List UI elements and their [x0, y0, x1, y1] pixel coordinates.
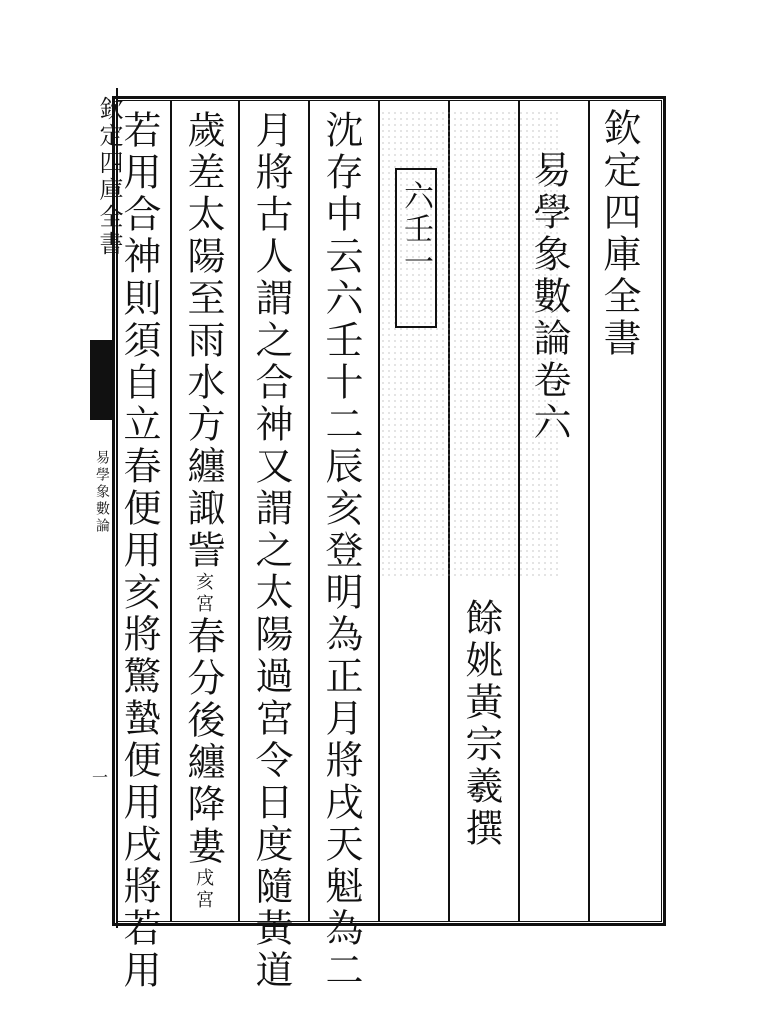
spine-title: 欽定四庫全書 [95, 96, 123, 258]
text-column-3-tail: 春分後纏降婁 [181, 616, 225, 868]
column-rule [588, 100, 590, 922]
text-column-1: 沈存中云六壬十二辰亥登明為正月將戌天魁為二 [319, 110, 363, 992]
text-column-3 [181, 110, 225, 912]
book-title: 易學象數論卷六 [527, 150, 571, 444]
margin-book-label: 易學象數論 [94, 450, 110, 535]
text-column-4: 若用合神則須自立春便用亥將驚蟄便用戌將若用 [117, 110, 161, 992]
text-column-3-main: 歲差太陽至雨水方纏諏訾 [181, 110, 225, 572]
annotation-note: 戌宮 [193, 868, 214, 912]
fishtail-block [90, 340, 114, 420]
annotation-note: 亥宮 [193, 572, 214, 616]
author-line: 餘姚黃宗羲撰 [459, 598, 503, 850]
section-title: 六壬一 [398, 180, 433, 279]
page-number: 一 [92, 768, 109, 787]
column-rule [238, 100, 240, 922]
collection-title: 欽定四庫全書 [597, 108, 641, 360]
column-rule [170, 100, 172, 922]
text-column-2: 月將古人謂之合神又謂之太陽過宮令日度隨黃道 [249, 110, 293, 992]
column-rule [308, 100, 310, 922]
